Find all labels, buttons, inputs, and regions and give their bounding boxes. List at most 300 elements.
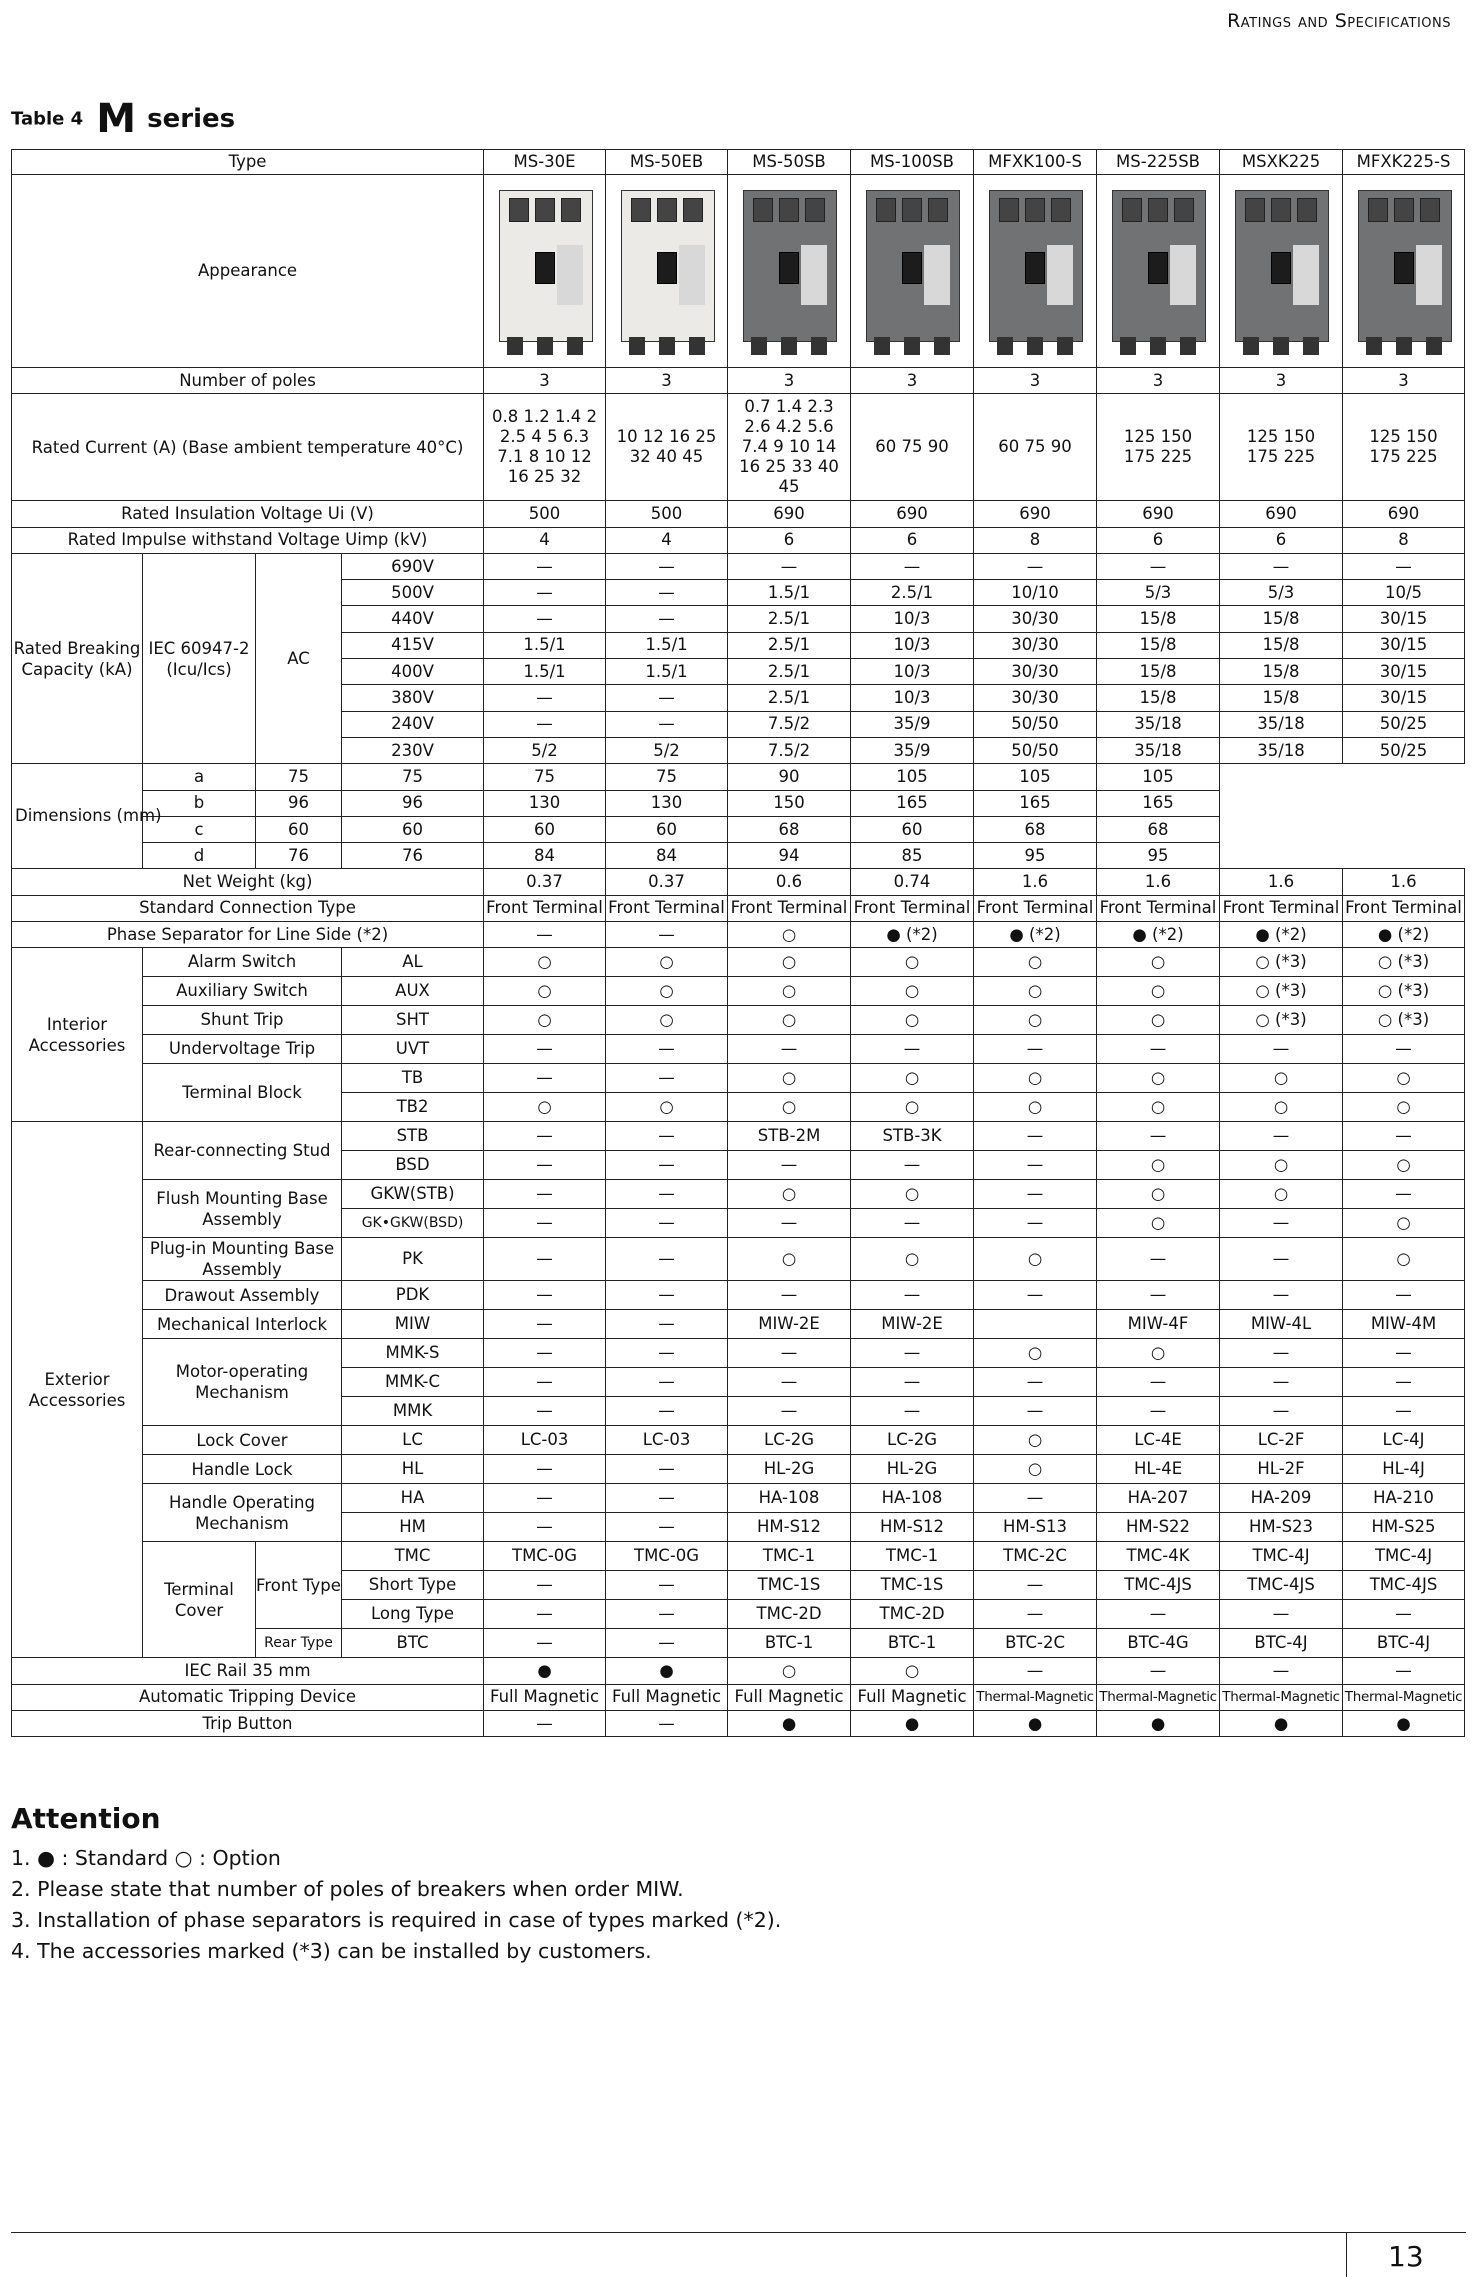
attention-item: 1. ● : Standard ○ : Option bbox=[11, 1846, 281, 1870]
accessory-code: SHT bbox=[342, 1006, 484, 1035]
breaking-value: 1.5/1 bbox=[606, 632, 728, 658]
impulse-value: 4 bbox=[484, 527, 606, 553]
accessory-value: BTC-2C bbox=[974, 1629, 1097, 1658]
accessory-value: ○ bbox=[974, 1064, 1097, 1093]
net-weight-value: 0.74 bbox=[851, 869, 974, 895]
accessory-name: Lock Cover bbox=[143, 1426, 342, 1455]
attention-list bbox=[11, 1843, 781, 1967]
poles-label: Number of poles bbox=[12, 368, 484, 394]
std-conn-value: Front Terminal bbox=[484, 895, 606, 921]
accessory-value: TMC-4JS bbox=[1220, 1571, 1343, 1600]
breaking-value: 1.5/1 bbox=[728, 580, 851, 606]
breaking-value: 2.5/1 bbox=[728, 659, 851, 685]
accessory-value: LC-2G bbox=[728, 1426, 851, 1455]
dimension-value: 95 bbox=[1097, 843, 1220, 869]
accessory-value: TMC-2D bbox=[851, 1600, 974, 1629]
accessory-value: — bbox=[728, 1151, 851, 1180]
accessory-value: LC-03 bbox=[606, 1426, 728, 1455]
accessory-value: ○ bbox=[606, 948, 728, 977]
rated-current-line: 16 25 33 40 bbox=[739, 457, 839, 477]
accessory-value: — bbox=[484, 1397, 606, 1426]
breaking-value: — bbox=[1220, 553, 1343, 579]
accessory-value: — bbox=[606, 1368, 728, 1397]
accessory-value: TMC-4JS bbox=[1343, 1571, 1465, 1600]
accessory-value: ○ (*3) bbox=[1343, 977, 1465, 1006]
poles-value: 3 bbox=[728, 368, 851, 394]
rated-current-line: 10 12 16 25 bbox=[616, 427, 717, 447]
accessory-value: — bbox=[1097, 1397, 1220, 1426]
accessory-code: UVT bbox=[342, 1035, 484, 1064]
accessory-value: HL-2G bbox=[851, 1455, 974, 1484]
accessory-value: — bbox=[484, 1368, 606, 1397]
insulation-value: 690 bbox=[728, 501, 851, 527]
impulse-value: 4 bbox=[606, 527, 728, 553]
trip-button-value: ● bbox=[1343, 1710, 1465, 1736]
rated-current-line: 32 40 45 bbox=[629, 447, 704, 467]
accessory-value: — bbox=[1220, 1209, 1343, 1238]
std-conn-value: Front Terminal bbox=[1343, 895, 1465, 921]
accessory-code: BTC bbox=[342, 1629, 484, 1658]
breaking-value: 15/8 bbox=[1097, 632, 1220, 658]
breaking-value: 30/30 bbox=[974, 632, 1097, 658]
model-header: MS-30E bbox=[484, 150, 606, 175]
accessory-value: HA-108 bbox=[851, 1484, 974, 1513]
breaking-value: — bbox=[484, 580, 606, 606]
std-conn-value: Front Terminal bbox=[1097, 895, 1220, 921]
accessory-value: — bbox=[974, 1600, 1097, 1629]
accessory-value: — bbox=[484, 1035, 606, 1064]
accessory-code: HA bbox=[342, 1484, 484, 1513]
rated-current-value bbox=[728, 394, 851, 501]
phase-sep-value: ○ bbox=[728, 922, 851, 948]
accessory-value: ○ bbox=[606, 1006, 728, 1035]
accessory-value: — bbox=[1220, 1122, 1343, 1151]
accessory-value: ○ bbox=[484, 1093, 606, 1122]
accessory-value: — bbox=[1343, 1180, 1465, 1209]
impulse-label: Rated Impulse withstand Voltage Uimp (kV) bbox=[12, 527, 484, 553]
insulation-value: 500 bbox=[484, 501, 606, 527]
breaking-value: — bbox=[851, 553, 974, 579]
accessory-value: — bbox=[606, 1281, 728, 1310]
trip-button-value: ● bbox=[1097, 1710, 1220, 1736]
breaking-value: — bbox=[1343, 553, 1465, 579]
accessory-value: — bbox=[851, 1368, 974, 1397]
accessory-value: HL-4E bbox=[1097, 1455, 1220, 1484]
std-conn-value: Front Terminal bbox=[1220, 895, 1343, 921]
dimension-value: 165 bbox=[1097, 790, 1220, 816]
breaking-value: 30/30 bbox=[974, 685, 1097, 711]
accessory-value: ○ bbox=[851, 1064, 974, 1093]
accessory-value: — bbox=[484, 1484, 606, 1513]
accessory-name: Handle Lock bbox=[143, 1455, 342, 1484]
breaker-image bbox=[739, 190, 839, 355]
accessory-value: MIW-2E bbox=[851, 1310, 974, 1339]
accessory-value: ○ bbox=[728, 977, 851, 1006]
breaking-value: 30/15 bbox=[1343, 659, 1465, 685]
accessory-name: Shunt Trip bbox=[143, 1006, 342, 1035]
accessory-value: LC-4E bbox=[1097, 1426, 1220, 1455]
accessory-value: — bbox=[1343, 1397, 1465, 1426]
accessory-value: ○ bbox=[1343, 1209, 1465, 1238]
insulation-value: 690 bbox=[1097, 501, 1220, 527]
accessory-value: ○ bbox=[728, 1064, 851, 1093]
interior-label: Interior Accessories bbox=[12, 948, 143, 1122]
accessory-value: — bbox=[1343, 1122, 1465, 1151]
accessory-name: Rear-connecting Stud bbox=[143, 1122, 342, 1180]
accessory-value: MIW-4F bbox=[1097, 1310, 1220, 1339]
rated-current-line: 2.6 4.2 5.6 bbox=[744, 417, 834, 437]
accessory-value: ○ bbox=[728, 1006, 851, 1035]
breaking-value: 2.5/1 bbox=[728, 632, 851, 658]
accessory-value: LC-2G bbox=[851, 1426, 974, 1455]
net-weight-label: Net Weight (kg) bbox=[12, 869, 484, 895]
accessory-code: AL bbox=[342, 948, 484, 977]
accessory-value: BTC-4J bbox=[1343, 1629, 1465, 1658]
breaking-value: — bbox=[1097, 553, 1220, 579]
breaker-image-cell bbox=[606, 175, 728, 368]
dimension-value: 105 bbox=[974, 764, 1097, 790]
dimension-value: 75 bbox=[484, 764, 606, 790]
accessory-value: ○ bbox=[1097, 1339, 1220, 1368]
accessory-value: ○ bbox=[484, 977, 606, 1006]
dimension-value: 84 bbox=[484, 843, 606, 869]
dimension-value: 60 bbox=[851, 816, 974, 842]
phase-sep-value: ● (*2) bbox=[974, 922, 1097, 948]
accessory-name: Terminal Block bbox=[143, 1064, 342, 1122]
accessory-value: — bbox=[484, 1151, 606, 1180]
net-weight-value: 0.6 bbox=[728, 869, 851, 895]
accessory-value: — bbox=[1220, 1600, 1343, 1629]
accessory-name: Plug-in Mounting Base Assembly bbox=[143, 1238, 342, 1281]
net-weight-value: 1.6 bbox=[1220, 869, 1343, 895]
trip-button-value: ● bbox=[851, 1710, 974, 1736]
breaker-image-cell bbox=[1220, 175, 1343, 368]
rated-current-line: 7.1 8 10 12 bbox=[497, 447, 592, 467]
accessory-value: — bbox=[484, 1122, 606, 1151]
accessory-value: ○ bbox=[1343, 1151, 1465, 1180]
poles-value: 3 bbox=[1097, 368, 1220, 394]
accessory-value: ○ (*3) bbox=[1343, 948, 1465, 977]
breaker-image-cell bbox=[974, 175, 1097, 368]
model-header: MS-50EB bbox=[606, 150, 728, 175]
accessory-code: STB bbox=[342, 1122, 484, 1151]
dimension-value: 165 bbox=[851, 790, 974, 816]
breaking-value: 15/8 bbox=[1097, 659, 1220, 685]
auto-trip-value: Thermal-Magnetic bbox=[1220, 1684, 1343, 1710]
accessory-value: LC-2F bbox=[1220, 1426, 1343, 1455]
dimension-key: d bbox=[143, 843, 256, 869]
rated-current-value bbox=[851, 394, 974, 501]
accessory-value: BTC-4G bbox=[1097, 1629, 1220, 1658]
insulation-value: 690 bbox=[1220, 501, 1343, 527]
page-number: 13 bbox=[1388, 2240, 1424, 2273]
dimension-value: 94 bbox=[728, 843, 851, 869]
accessory-code: GK•GKW(BSD) bbox=[342, 1209, 484, 1238]
dimension-key: b bbox=[143, 790, 256, 816]
dimension-value: 105 bbox=[1097, 764, 1220, 790]
breaker-image bbox=[1354, 190, 1454, 355]
dimensions-label-cell bbox=[12, 764, 162, 869]
accessory-name: Motor-operating Mechanism bbox=[143, 1339, 342, 1426]
dimension-value: 75 bbox=[342, 764, 484, 790]
accessory-value: HA-209 bbox=[1220, 1484, 1343, 1513]
accessory-value: ○ bbox=[851, 1093, 974, 1122]
accessory-value: — bbox=[1097, 1238, 1220, 1281]
dimension-value: 130 bbox=[484, 790, 606, 816]
dimension-value: 75 bbox=[256, 764, 342, 790]
attention-section bbox=[11, 1802, 781, 1967]
rated-current-line: 60 75 90 bbox=[998, 437, 1072, 457]
accessory-value: ○ bbox=[851, 1238, 974, 1281]
accessory-value: — bbox=[1220, 1397, 1343, 1426]
accessory-value: — bbox=[1220, 1035, 1343, 1064]
accessory-value: — bbox=[728, 1035, 851, 1064]
accessory-value: MIW-4L bbox=[1220, 1310, 1343, 1339]
voltage-label: 380V bbox=[342, 685, 484, 711]
accessory-value: BTC-1 bbox=[728, 1629, 851, 1658]
rated-current-value bbox=[1343, 394, 1465, 501]
rated-current-value bbox=[974, 394, 1097, 501]
accessory-name: Handle Operating Mechanism bbox=[143, 1484, 342, 1542]
accessory-code: AUX bbox=[342, 977, 484, 1006]
attention-title: Attention bbox=[11, 1802, 161, 1835]
breaker-image-cell bbox=[1097, 175, 1220, 368]
accessory-value: — bbox=[974, 1368, 1097, 1397]
accessory-value bbox=[974, 1310, 1097, 1339]
accessory-value: ○ (*3) bbox=[1220, 948, 1343, 977]
dimension-value: 76 bbox=[256, 843, 342, 869]
accessory-value: — bbox=[1097, 1122, 1220, 1151]
breaking-label: Rated Breaking Capacity (kA) bbox=[12, 553, 143, 763]
accessory-value: — bbox=[484, 1513, 606, 1542]
breaking-value: — bbox=[484, 606, 606, 632]
rated-current-line: 125 150 bbox=[1369, 427, 1438, 447]
poles-value: 3 bbox=[484, 368, 606, 394]
impulse-value: 6 bbox=[851, 527, 974, 553]
attention-item: 3. Installation of phase separators is required in case of types marked (*2). bbox=[11, 1908, 782, 1932]
poles-value: 3 bbox=[851, 368, 974, 394]
accessory-value: — bbox=[1220, 1238, 1343, 1281]
breaking-value: 10/5 bbox=[1343, 580, 1465, 606]
accessory-value: — bbox=[484, 1281, 606, 1310]
breaker-image-cell bbox=[1343, 175, 1465, 368]
model-header: MSXK225 bbox=[1220, 150, 1343, 175]
phase-sep-value: — bbox=[484, 922, 606, 948]
accessory-value: — bbox=[606, 1484, 728, 1513]
accessory-value: — bbox=[1343, 1339, 1465, 1368]
auto-trip-value: Thermal-Magnetic bbox=[1343, 1684, 1465, 1710]
breaker-image-cell bbox=[728, 175, 851, 368]
std-conn-value: Front Terminal bbox=[851, 895, 974, 921]
accessory-value: — bbox=[851, 1035, 974, 1064]
iec-rail-label: IEC Rail 35 mm bbox=[12, 1658, 484, 1684]
accessory-value: BTC-4J bbox=[1220, 1629, 1343, 1658]
accessory-value: HL-2G bbox=[728, 1455, 851, 1484]
accessory-code: PK bbox=[342, 1238, 484, 1281]
breaking-value: 10/3 bbox=[851, 659, 974, 685]
accessory-code: HM bbox=[342, 1513, 484, 1542]
accessory-name: Mechanical Interlock bbox=[143, 1310, 342, 1339]
accessory-value: — bbox=[728, 1281, 851, 1310]
dimension-value: 85 bbox=[851, 843, 974, 869]
accessory-value: — bbox=[606, 1238, 728, 1281]
impulse-value: 8 bbox=[974, 527, 1097, 553]
accessory-value: — bbox=[606, 1513, 728, 1542]
accessory-value: ○ bbox=[484, 948, 606, 977]
std-conn-value: Front Terminal bbox=[974, 895, 1097, 921]
dimensions-label: Dimensions (mm) bbox=[15, 806, 162, 826]
accessory-value: — bbox=[1220, 1281, 1343, 1310]
breaking-value: — bbox=[484, 711, 606, 737]
accessory-value: — bbox=[1343, 1281, 1465, 1310]
insulation-value: 500 bbox=[606, 501, 728, 527]
breaking-value: 30/30 bbox=[974, 659, 1097, 685]
breaking-value: 10/3 bbox=[851, 685, 974, 711]
dimension-value: 90 bbox=[728, 764, 851, 790]
accessory-name: Auxiliary Switch bbox=[143, 977, 342, 1006]
accessory-value: — bbox=[974, 1209, 1097, 1238]
breaker-image-cell bbox=[851, 175, 974, 368]
voltage-label: 500V bbox=[342, 580, 484, 606]
dimension-value: 60 bbox=[256, 816, 342, 842]
dimension-value: 75 bbox=[606, 764, 728, 790]
accessory-value: ○ bbox=[1097, 1151, 1220, 1180]
accessory-code: TB bbox=[342, 1064, 484, 1093]
accessory-value: TMC-2D bbox=[728, 1600, 851, 1629]
model-header: MS-50SB bbox=[728, 150, 851, 175]
accessory-name: Alarm Switch bbox=[143, 948, 342, 977]
rated-current-line: 2.5 4 5 6.3 bbox=[499, 427, 590, 447]
accessory-code: GKW(STB) bbox=[342, 1180, 484, 1209]
accessory-value: HA-108 bbox=[728, 1484, 851, 1513]
accessory-value: — bbox=[1343, 1035, 1465, 1064]
dimension-value: 130 bbox=[606, 790, 728, 816]
accessory-value: — bbox=[974, 1151, 1097, 1180]
accessory-value: MIW-2E bbox=[728, 1310, 851, 1339]
accessory-code: TB2 bbox=[342, 1093, 484, 1122]
accessory-value: ○ bbox=[606, 977, 728, 1006]
rated-current-line: 45 bbox=[778, 477, 800, 497]
breaking-value: — bbox=[606, 685, 728, 711]
accessory-value: — bbox=[851, 1209, 974, 1238]
accessory-value: ○ bbox=[1097, 948, 1220, 977]
breaking-value: — bbox=[606, 606, 728, 632]
poles-value: 3 bbox=[1343, 368, 1465, 394]
trip-button-value: — bbox=[484, 1710, 606, 1736]
dimension-value: 84 bbox=[606, 843, 728, 869]
std-conn-label: Standard Connection Type bbox=[12, 895, 484, 921]
rated-current-line: 125 150 bbox=[1246, 427, 1316, 447]
accessory-value: — bbox=[1220, 1368, 1343, 1397]
iec-rail-value: ○ bbox=[728, 1658, 851, 1684]
accessory-value: LC-03 bbox=[484, 1426, 606, 1455]
accessory-code: MIW bbox=[342, 1310, 484, 1339]
accessory-value: ○ bbox=[974, 977, 1097, 1006]
accessory-code: Long Type bbox=[342, 1600, 484, 1629]
dimension-value: 105 bbox=[851, 764, 974, 790]
accessory-code: MMK-S bbox=[342, 1339, 484, 1368]
breaking-value: 2.5/1 bbox=[728, 685, 851, 711]
accessory-value: — bbox=[606, 1064, 728, 1093]
accessory-value: MIW-4M bbox=[1343, 1310, 1465, 1339]
breaker-image bbox=[1231, 190, 1331, 355]
accessory-value: — bbox=[484, 1238, 606, 1281]
breaking-value: 2.5/1 bbox=[728, 606, 851, 632]
breaking-value: 5/3 bbox=[1097, 580, 1220, 606]
accessory-value: — bbox=[606, 1339, 728, 1368]
ac-label: AC bbox=[256, 553, 342, 763]
accessory-value: — bbox=[606, 1151, 728, 1180]
insulation-value: 690 bbox=[1343, 501, 1465, 527]
accessory-value: — bbox=[606, 1571, 728, 1600]
phase-sep-value: — bbox=[606, 922, 728, 948]
breaking-value: 15/8 bbox=[1220, 659, 1343, 685]
accessory-value: ○ bbox=[851, 948, 974, 977]
breaking-value: 1.5/1 bbox=[484, 632, 606, 658]
accessory-value: ○ bbox=[606, 1093, 728, 1122]
accessory-value: ○ bbox=[1097, 1209, 1220, 1238]
accessory-value: TMC-4J bbox=[1220, 1542, 1343, 1571]
breaking-value: 35/18 bbox=[1220, 737, 1343, 763]
trip-button-value: ● bbox=[1220, 1710, 1343, 1736]
accessory-value: — bbox=[484, 1455, 606, 1484]
accessory-value: — bbox=[851, 1339, 974, 1368]
rated-current-line: 0.8 1.2 1.4 2 bbox=[492, 407, 598, 427]
trip-button-value: — bbox=[606, 1710, 728, 1736]
voltage-label: 415V bbox=[342, 632, 484, 658]
accessory-value: HM-S12 bbox=[728, 1513, 851, 1542]
accessory-value: — bbox=[606, 1600, 728, 1629]
dimension-value: 165 bbox=[974, 790, 1097, 816]
accessory-value: TMC-0G bbox=[606, 1542, 728, 1571]
rated-current-line: 7.4 9 10 14 bbox=[741, 437, 837, 457]
trip-button-label: Trip Button bbox=[12, 1710, 484, 1736]
table-number: Table 4 bbox=[11, 108, 84, 130]
accessory-value: — bbox=[728, 1209, 851, 1238]
footer-separator bbox=[1346, 2232, 1347, 2277]
breaking-value: 50/25 bbox=[1343, 737, 1465, 763]
accessory-value: HM-S13 bbox=[974, 1513, 1097, 1542]
breaking-value: — bbox=[728, 553, 851, 579]
breaking-value: 30/30 bbox=[974, 606, 1097, 632]
accessory-value: ○ bbox=[974, 1006, 1097, 1035]
accessory-name: Undervoltage Trip bbox=[143, 1035, 342, 1064]
voltage-label: 230V bbox=[342, 737, 484, 763]
breaking-value: 15/8 bbox=[1097, 685, 1220, 711]
breaking-value: 35/9 bbox=[851, 711, 974, 737]
accessory-value: ○ bbox=[974, 1238, 1097, 1281]
appearance-label: Appearance bbox=[12, 175, 484, 368]
breaking-value: 15/8 bbox=[1220, 685, 1343, 711]
breaking-value: 35/18 bbox=[1097, 711, 1220, 737]
rated-current-line: 60 75 90 bbox=[875, 437, 949, 457]
accessory-value: — bbox=[484, 1180, 606, 1209]
phase-sep-value: ● (*2) bbox=[1343, 922, 1465, 948]
accessory-value: ○ bbox=[851, 1180, 974, 1209]
std-conn-value: Front Terminal bbox=[728, 895, 851, 921]
accessory-value: TMC-1 bbox=[728, 1542, 851, 1571]
net-weight-value: 1.6 bbox=[1097, 869, 1220, 895]
accessory-value: — bbox=[484, 1600, 606, 1629]
accessory-value: TMC-4K bbox=[1097, 1542, 1220, 1571]
dimension-value: 96 bbox=[342, 790, 484, 816]
accessory-value: — bbox=[974, 1571, 1097, 1600]
dimension-value: 68 bbox=[974, 816, 1097, 842]
accessory-value: ○ (*3) bbox=[1343, 1006, 1465, 1035]
accessory-value: ○ bbox=[974, 1339, 1097, 1368]
breaking-value: 35/9 bbox=[851, 737, 974, 763]
accessory-value: — bbox=[851, 1151, 974, 1180]
